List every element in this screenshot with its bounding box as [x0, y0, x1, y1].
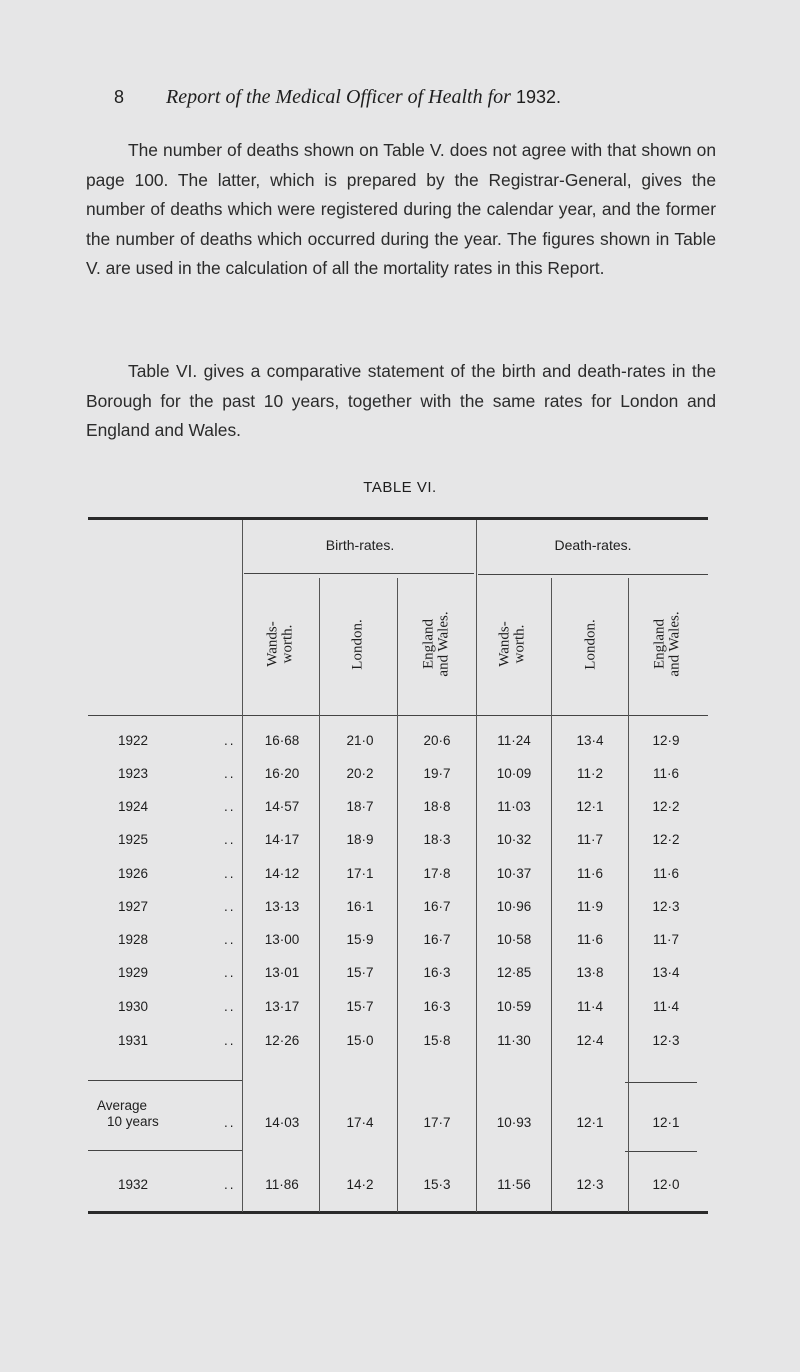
table-cell: 18·9 — [346, 832, 374, 847]
table-cell: 13·01 — [264, 965, 300, 980]
table-cell: 18·3 — [423, 832, 451, 847]
leader-dots: .. — [224, 799, 236, 814]
table-row — [0, 733, 800, 753]
paragraph-deaths-note: The number of deaths shown on Table V. does not agree with that shown on page 100. The latter, which is prepared by the Registrar-General, gives the number of deaths which were registered during the calendar year, and the former the number of deaths which occurred during the year. The figures shown in Table V. are used in the calculation of all the mortality rates in this Report. — [86, 140, 716, 279]
table-cell: 14·2 — [346, 1177, 374, 1192]
death-group-rule — [478, 574, 708, 575]
table-cell: 11·24 — [497, 733, 531, 748]
table-cell: 11·03 — [497, 799, 531, 814]
table-cell: 12·26 — [264, 1033, 300, 1048]
final-rule-left — [88, 1150, 243, 1151]
row-year: 1928 — [118, 932, 149, 947]
table-cell: 17·1 — [346, 866, 374, 881]
table-cell: 19·7 — [423, 766, 451, 781]
table-cell: 11·56 — [497, 1177, 531, 1192]
table-cell: 12·1 — [576, 799, 604, 814]
table-cell: 15·7 — [346, 965, 374, 980]
table-cell: 11·6 — [652, 766, 680, 781]
table-cell: 15·0 — [346, 1033, 374, 1048]
table-cell: 11·6 — [576, 932, 604, 947]
table-row — [0, 1177, 800, 1197]
col-birth-wandsworth — [241, 580, 321, 708]
table-row — [0, 932, 800, 952]
col-label: London. — [582, 618, 599, 670]
average-rule-right — [625, 1082, 697, 1083]
table-cell: 10·58 — [496, 932, 532, 947]
col-birth-england-wales — [397, 580, 477, 708]
row-year: 1923 — [118, 766, 149, 781]
table-cell: 12·4 — [576, 1033, 604, 1048]
table-cell: 10·93 — [496, 1115, 532, 1130]
table-cell: 11·4 — [652, 999, 680, 1014]
col-label: England and Wales. — [651, 611, 683, 677]
group-death-rates: Death-rates. — [554, 537, 632, 553]
row-year: 1929 — [118, 965, 149, 980]
table-cell: 10·96 — [496, 899, 532, 914]
table-cell: 17·4 — [346, 1115, 374, 1130]
table-bottom-rule — [88, 1211, 708, 1214]
table-cell: 16·1 — [346, 899, 374, 914]
table-cell: 16·7 — [423, 899, 451, 914]
table-cell: 12·9 — [652, 733, 680, 748]
table-cell: 11·7 — [652, 932, 680, 947]
col-birth-london — [318, 580, 398, 708]
col-death-wandsworth — [473, 580, 553, 708]
table-cell: 11·7 — [576, 832, 604, 847]
table-cell: 17·8 — [423, 866, 451, 881]
table-cell: 16·20 — [264, 766, 300, 781]
table-cell: 11·2 — [576, 766, 604, 781]
row-year: 1922 — [118, 733, 149, 748]
row-year: 1931 — [118, 1033, 149, 1048]
table-row — [0, 799, 800, 819]
col-death-england-wales — [628, 580, 708, 708]
table-cell: 21·0 — [346, 733, 374, 748]
table-row — [0, 766, 800, 786]
table-cell: 15·7 — [346, 999, 374, 1014]
col-label: London. — [349, 618, 366, 670]
leader-dots: .. — [224, 899, 236, 914]
leader-dots: .. — [224, 1177, 236, 1192]
table-cell: 14·03 — [264, 1115, 300, 1130]
birth-group-rule — [244, 573, 474, 574]
leader-dots: .. — [224, 932, 236, 947]
table-cell: 14·12 — [264, 866, 300, 881]
table-cell: 20·2 — [346, 766, 374, 781]
leader-dots: .. — [224, 999, 236, 1014]
table-cell: 12·3 — [652, 899, 680, 914]
average-label — [97, 1098, 159, 1130]
col-label: Wands- worth. — [264, 621, 296, 667]
table-top-rule — [88, 517, 708, 520]
table-cell: 18·7 — [346, 799, 374, 814]
table-cell: 17·7 — [423, 1115, 451, 1130]
table-caption: TABLE VI. — [363, 479, 437, 496]
table-cell: 12·3 — [576, 1177, 604, 1192]
table-cell: 12·2 — [652, 832, 680, 847]
table-cell: 10·59 — [496, 999, 532, 1014]
running-title: Report of the Medical Officer of Health for — [166, 86, 511, 108]
running-title-year: 1932. — [515, 87, 561, 107]
table-row — [0, 965, 800, 985]
table-cell: 20·6 — [423, 733, 451, 748]
table-row — [0, 832, 800, 852]
leader-dots: .. — [224, 866, 236, 881]
table-cell: 12·0 — [652, 1177, 680, 1192]
page-number: 8 — [114, 87, 125, 107]
average-label-line1: Average — [97, 1098, 148, 1113]
table-row — [0, 899, 800, 919]
row-year: 1925 — [118, 832, 149, 847]
col-label: England and Wales. — [420, 611, 452, 677]
table-cell: 16·3 — [423, 965, 451, 980]
table-cell: 13·13 — [264, 899, 300, 914]
table-cell: 14·57 — [264, 799, 300, 814]
leader-dots: .. — [224, 1033, 236, 1048]
table-cell: 13·4 — [652, 965, 680, 980]
col-death-london — [551, 580, 631, 708]
table-row — [0, 1033, 800, 1053]
page-header — [114, 86, 561, 109]
table-cell: 13·4 — [576, 733, 604, 748]
table-cell: 18·8 — [423, 799, 451, 814]
leader-dots: .. — [224, 733, 236, 748]
table-cell: 11·30 — [497, 1033, 531, 1048]
average-rule-left — [88, 1080, 243, 1081]
table-cell: 11·4 — [576, 999, 604, 1014]
table-cell: 11·6 — [652, 866, 680, 881]
col-label: Wands- worth. — [496, 621, 528, 667]
table-row — [0, 999, 800, 1019]
table-cell: 10·37 — [496, 866, 532, 881]
table-cell: 12·1 — [576, 1115, 604, 1130]
leader-dots: .. — [224, 766, 236, 781]
table-cell: 15·8 — [423, 1033, 451, 1048]
table-cell: 12·3 — [652, 1033, 680, 1048]
table-cell: 11·6 — [576, 866, 604, 881]
leader-dots: .. — [224, 1115, 236, 1130]
table-cell: 14·17 — [264, 832, 300, 847]
table-cell: 13·17 — [264, 999, 300, 1014]
table-cell: 12·1 — [652, 1115, 680, 1130]
row-year: 1927 — [118, 899, 149, 914]
table-cell: 15·3 — [423, 1177, 451, 1192]
table-cell: 13·8 — [576, 965, 604, 980]
table-cell: 13·00 — [264, 932, 300, 947]
row-year: 1926 — [118, 866, 149, 881]
final-rule-right — [625, 1151, 697, 1152]
row-year: 1924 — [118, 799, 149, 814]
table-cell: 16·7 — [423, 932, 451, 947]
table-cell: 12·85 — [496, 965, 532, 980]
leader-dots: .. — [224, 965, 236, 980]
table-cell: 15·9 — [346, 932, 374, 947]
table-cell: 16·68 — [264, 733, 300, 748]
table-cell: 16·3 — [423, 999, 451, 1014]
leader-dots: .. — [224, 832, 236, 847]
table-cell: 10·32 — [496, 832, 532, 847]
table-cell: 11·9 — [576, 899, 604, 914]
average-label-line2: 10 years — [107, 1114, 159, 1129]
paragraph-table-intro: Table VI. gives a comparative statement of the birth and death-rates in the Borough for the past 10 years, together with the same rates for London and England and Wales. — [86, 361, 716, 441]
table-cell: 11·86 — [265, 1177, 299, 1192]
table-cell: 10·09 — [496, 766, 532, 781]
header-bottom-rule — [88, 715, 708, 716]
group-birth-rates: Birth-rates. — [325, 537, 395, 553]
table-cell: 12·2 — [652, 799, 680, 814]
row-year: 1932 — [118, 1177, 149, 1192]
row-year: 1930 — [118, 999, 149, 1014]
table-row — [0, 866, 800, 886]
